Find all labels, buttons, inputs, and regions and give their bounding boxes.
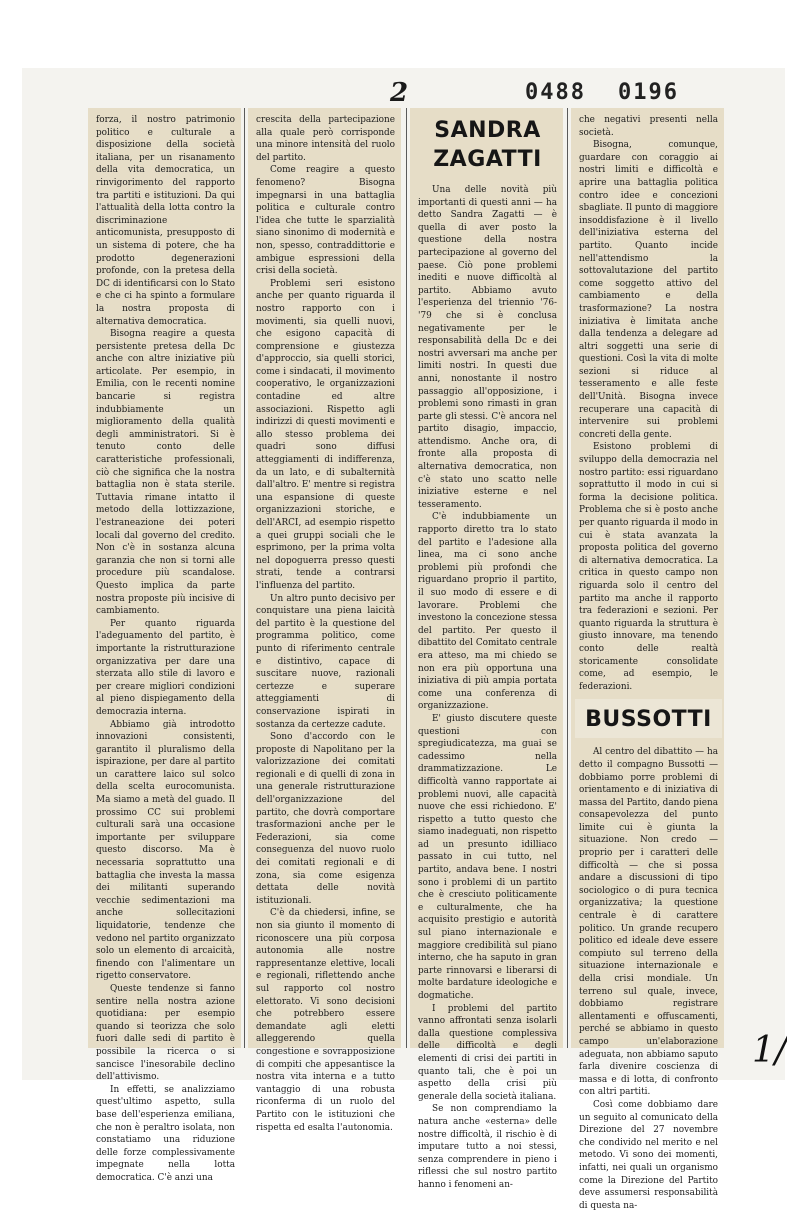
paragraph: E' giusto discutere queste questioni con spregiudicatezza, ma guai se cadessimo nella drammatizzazione. Le difficoltà vanno rapportate ai problemi nuovi, alle capacità nuove che essi richiedono. E' rispetto a tutto questo che siamo inadeguati, non rispetto ad un presunto idilliaco passato in cui tutto, nel partito, andava bene. I nostri sono i problemi di un partito che è cresciuto politicamente e culturalmente, che ha acquisito prestigio e autorità sul piano internazionale e maggiore credibilità sul piano interno, che ha saputo in gran parte rinnovarsi e liberarsi di molte bardature ideologiche e dogmatiche. (418, 713, 557, 1001)
margin-handwritten-mark: 1/ (752, 1030, 787, 1071)
paragraph: C'è indubbiamente un rapporto diretto tra lo stato del partito e l'adesione alla linea, ma ci sono anche problemi più profondi che riguardano proprio il partito, il suo modo di essere e di lavorare. Problemi che investono la concezione stessa del partito. Per questo il dibattito del Comitato centrale era atteso, ma mi chiedo se non era più opportuna una iniziativa di più ampia portata come una conferenza di organizzazione. (418, 512, 557, 712)
paragraph: Al centro del dibattito — ha detto il compagno Bussotti — dobbiamo porre problemi di orientamento e di iniziativa di massa del Partito, dando piena consapevolezza del punto limite cui è giunta la situazione. Non credo — proprio per i caratteri delle difficoltà — che si possa andare a discussioni di tipo sociologico o di pura tecnica organizzativa; la questione centrale è di carattere politico. Un grande recupero politico ed ideale deve essere compiuto sul terreno della situazione internazionale e della crisi mondiale. Un terreno sul quale, invece, dobbiamo registrare allentamenti e offuscamenti, perché se abbiamo in questo campo un'elaborazione adeguata, non abbiamo saputo farla divenire coscienza di massa e di lotta, di confronto con altri partiti. (579, 747, 718, 1098)
column-divider (406, 108, 407, 1048)
column-1 (88, 108, 241, 1183)
column-2 (248, 108, 401, 1133)
paragraph: Abbiamo già introdotto innovazioni consistenti, garantito il pluralismo della ispirazione, per dare al partito un carattere laico sul solco della scelta eurocomunista. Ma siamo a metà del guado. Il prossimo CC sui problemi culturali sarà una occasione importante per sviluppare questo discorso. Ma è necessaria soprattutto una battaglia che investa la massa dei militanti superando vecchie sedimentazioni ma anche sollecitazioni liquidatorie, tendenze che vedono nel partito organizzato solo un elemento di arcaicità, finendo con l'alimentare un rigetto conservatore. (96, 719, 235, 982)
paragraph: In effetti, se analizziamo quest'ultimo aspetto, sulla base dell'esperienza emiliana, che non è peraltro isolata, non constatiamo una riduzione delle forze complessivamente impegnate nella lotta democratica. C'è anzi una (96, 1084, 235, 1183)
paragraph: crescita della partecipazione alla quale però corrisponde una minore intensità del ruolo del partito. (256, 115, 395, 163)
archive-stamp-left: 0488 (525, 80, 586, 105)
paragraph: Bisogna, comunque, guardare con coraggio ai nostri limiti e difficoltà e aprire una battaglia politica contro idee e concezioni sbagliate. Il punto di maggiore insoddisfazione è il livello dell'iniziativa esterna del partito. Quanto incide nell'attendismo la sottovalutazione del partito come soggetto attivo del cambiamento e della trasformazione? La nostra iniziativa è limitata anche dalla tendenza a delegare ad altri soggetti una serie di questioni. Così la vita di molte sezioni si riduce al tesseramento e alle feste dell'Unità. Bisogna invece recuperare una capacità di intervenire sui problemi concreti della gente. (579, 140, 718, 440)
paragraph: Come reagire a questo fenomeno? Bisogna impegnarsi in una battaglia politica e culturale contro l'idea che tutte le sparzialità siano sinonimo di modernità e non, spesso, contraddittorie e ambigue espressioni della crisi della società. (256, 165, 395, 277)
handwritten-page-number: 2 (390, 78, 409, 108)
paragraph: Se non comprendiamo la natura anche «esterna» delle nostre difficoltà, il rischio è di imputare tutto a noi stessi, senza comprendere in pieno i riflessi che sul nostro partito hanno i fenomeni an- (418, 1104, 557, 1190)
column-3 (410, 108, 563, 1190)
paragraph: I problemi del partito vanno affrontati senza isolarli dalla questione complessiva delle difficoltà e degli elementi di crisi dei partiti in quanto tali, che è poi un aspetto della crisi più generale della società italiana. (418, 1003, 557, 1102)
archive-stamp-right: 0196 (618, 80, 679, 105)
section-heading-zagatti: SANDRA ZAGATTI (433, 118, 542, 172)
paragraph: Esistono problemi di sviluppo della democrazia nel nostro partito: essi riguardano soprattutto il modo in cui si forma la decisione politica. Problema che si è posto anche per quanto riguarda il modo in cui è stata avanzata la proposta politica del governo di alternativa democratica. La critica in questo campo non riguarda solo il centro del partito ma anche il rapporto tra federazioni e sezioni. Per quanto riguarda la struttura è giusto innovare, ma tenendo conto delle realtà storicamente consolidate come, ad esempio, le federazioni. (579, 442, 718, 692)
paragraph: Per quanto riguarda l'adeguamento del partito, è importante la ristrutturazione organizzativa per dare una sterzata allo stile di lavoro e per creare migliori condizioni al pieno dispiegamento della democrazia interna. (96, 618, 235, 717)
paragraph: Queste tendenze si fanno sentire nella nostra azione quotidiana: per esempio quando si teorizza che solo fuori dalle sedi di partito è possibile la ricerca o si sancisce l'inesorabile declino dell'attivismo. (96, 983, 235, 1083)
column-divider (567, 108, 568, 1048)
section-heading-box (575, 699, 722, 738)
paragraph: Così come dobbiamo dare un seguito al comunicato della Direzione del 27 novembre che condivido nel merito e nel metodo. Vi sono dei momenti, infatti, nei quali un organismo come la Direzione del Partito deve assumersi responsabilità di questa na- (579, 1099, 718, 1211)
section-heading-bussotti: BUSSOTTI (585, 707, 712, 733)
column-4 (571, 108, 724, 1211)
paragraph: che negativi presenti nella società. (579, 115, 718, 138)
paragraph: Bisogna reagire a questa persistente pretesa della Dc anche con altre iniziative più articolate. Per esempio, in Emilia, con le recenti nomine bancarie si registra indubbiamente un miglioramento della qualità degli amministratori. Si è tenuto conto delle caratteristiche professionali, ciò che significa che la nostra battaglia non è stata sterile. Tuttavia rimane intatto il metodo della lottizzazione, l'estraneazione dei poteri locali dal governo del credito. Non c'è in sostanza alcuna garanzia che non si torni alle procedure più scandalose. Questo implica da parte nostra proposte più incisive di cambiamento. (96, 329, 235, 617)
paragraph: C'è da chiedersi, infine, se non sia giunto il momento di riconoscere una più corposa autonomia alle nostre rappresentanze elettive, locali e regionali, riflettendo anche sul rapporto col nostro elettorato. Vi sono decisioni che potrebbero essere demandate agli eletti alleggerendo quella congestione e sovrapposizione di compiti che appesantisce la nostra vita interna e a tutto vantaggio di una robusta riconferma di un ruolo del Partito con le istituzioni che rispetta ed esalta l'autonomia. (256, 908, 395, 1133)
paragraph: forza, il nostro patrimonio politico e culturale a disposizione della società italiana, per un risanamento della vita democratica, un rinvigorimento del rapporto tra partiti e istituzioni. Da qui l'attualità della lotta contro la discriminazione anticomunista, presupposto di un sistema di potere, che ha prodotto degenerazioni profonde, con la pretesa della DC di identificarsi con lo Stato e che ci ha spinto a formulare la nostra proposta di alternativa democratica. (96, 115, 235, 327)
paragraph: Un altro punto decisivo per conquistare una piena laicità del partito è la questione del programma politico, come punto di riferimento centrale e distintivo, capace di suscitare nuove, razionali certezze e superare atteggiamenti di conservazione ispirati in sostanza da certezze cadute. (256, 593, 395, 730)
paragraph: Sono d'accordo con le proposte di Napolitano per la valorizzazione dei comitati regionali e di quelli di zona in una generale ristrutturazione dell'organizzazione del partito, che dovrà comportare trasformazioni anche per le Federazioni, sia come conseguenza del nuovo ruolo dei comitati regionali e di zona, sia come esigenza dettata delle novità istituzionali. (256, 732, 395, 906)
column-divider (244, 108, 245, 1048)
paragraph: Una delle novità più importanti di questi anni — ha detto Sandra Zagatti — è quella di aver posto la questione della nostra partecipazione al governo del paese. Ciò pone problemi inediti e nuove difficoltà al partito. Abbiamo avuto l'esperienza del triennio '76-'79 che si è conclusa negativamente per le responsabilità della Dc e dei nostri avversari ma anche per limiti nostri. In questi due anni, nonostante il nostro passaggio all'opposizione, i problemi sono rimasti in gran parte gli stessi. C'è ancora nel partito disagio, impaccio, attendismo. Anche ora, di fronte alla proposta di alternativa democratica, non c'è stato uno scatto nelle iniziative esterne e nel tesseramento. (418, 185, 557, 510)
paragraph: Problemi seri esistono anche per quanto riguarda il nostro rapporto con i movimenti, sia quelli nuovi, che esigono capacità di comprensione e giustezza d'approccio, sia quelli storici, come i sindacati, il movimento cooperativo, le organizzazioni contadine ed altre associazioni. Rispetto agli indirizzi di questi movimenti e allo stesso problema dei quadri sono diffusi atteggiamenti di indifferenza, da un lato, e di subalternità dall'altro. E' mentre si registra una espansione di queste organizzazioni storiche, e dell'ARCI, ad esempio rispetto a quei gruppi sociali che le esprimono, per la prima volta nel dopoguerra presso questi strati, tende a contrarsi l'influenza del partito. (256, 278, 395, 591)
